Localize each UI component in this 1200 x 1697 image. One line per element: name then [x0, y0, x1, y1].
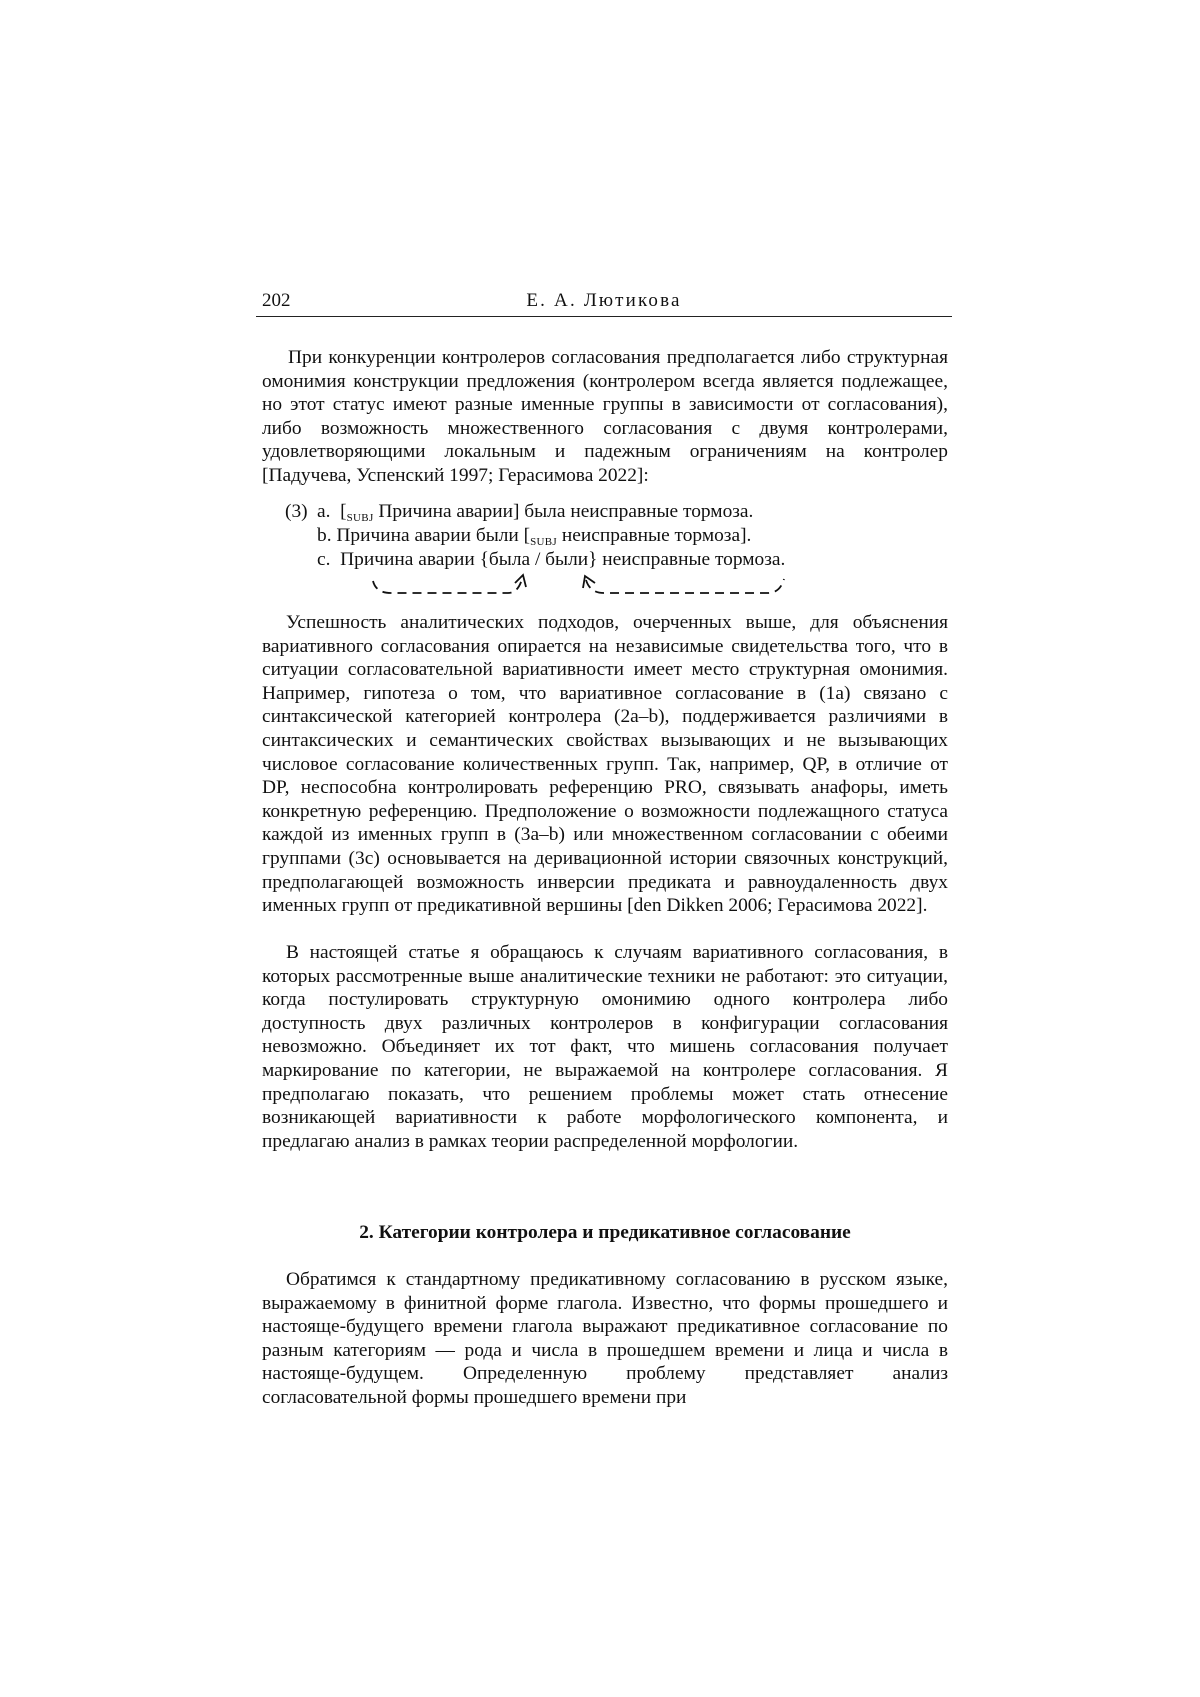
left-dashed-arrow [373, 579, 522, 593]
paragraph-4 [262, 1268, 948, 1410]
paragraph-2-text: Успешность аналитических подходов, очерченных выше, для объяснения вариативного согласования опирается на независимые свидетельства того, что в ситуации согласовательной вариативности имеет место структурная омонимия. Например, гипотеза о том, что вариативное согласование в (1a) связано с синтаксической категорией контролера (2a–b), поддерживается различиями в синтаксических и семантических свойствах вызывающих и не вызывающих числовое согласование количественных групп. Так, например, QP, в отличие от DP, неспособна контролировать референцию PRO, связывать анафоры, иметь конкретную референцию. Предположение о возможности подлежащного статуса каждой из именных групп в (3a–b) или множественном согласовании с обеими группами (3c) основывается на деривационной истории связочных конструкций, предполагающей возможность инверсии предиката и равноудаленность двух именных групп от предикативной вершины [den Dikken 2006; Герасимова 2022]. [262, 612, 948, 917]
example-number: (3) [285, 501, 308, 522]
subj-subscript: SUBJ [346, 512, 374, 524]
example-3b-post: неисправные тормоза]. [561, 525, 752, 546]
example-3c-label: c. [317, 549, 331, 570]
right-dashed-arrow [586, 579, 784, 593]
example-3b [317, 524, 751, 551]
paragraph-2 [262, 611, 948, 918]
paragraph-1 [262, 346, 948, 488]
paragraph-1-text: При конкуренции контролеров согласования предполагается либо структурная омонимия конструкции предложения (контролером всегда является подлежащее, но этот статус имеют разные именные группы в зависимости от согласования), либо возможность множественного согласования с двумя контролерами, удовлетворяющими локальным и падежным ограничениям на контролер [Падучева, Успенский 1997; Герасимова 2022]: [262, 347, 948, 486]
example-3c-text: Причина аварии {была / были} неисправные тормоза. [340, 549, 786, 570]
example-3a-text: Причина аварии] была неисправные тормоза. [378, 501, 754, 522]
running-head: Е. А. Лютикова [526, 290, 682, 311]
paragraph-3-text: В настоящей статье я обращаюсь к случаям вариативного согласования, в которых рассмотренные выше аналитические техники не работают: это ситуации, когда постулировать структурную омонимию одного контролера либо доступность двух различных контролеров в конфигурации согласования невозможно. Объединяет их тот факт, что мишень согласования получает маркирование по категории, не выражаемой на контролере согласования. Я предполагаю показать, что решением проблемы может стать отнесение возникающей вариативности к работе морфологического компонента, и предлагаю анализ в рамках теории распределенной морфологии. [262, 942, 948, 1152]
example-3a-bracket: [ [340, 501, 347, 522]
page-header [256, 290, 952, 316]
paragraph-3 [262, 941, 948, 1153]
right-arrowhead [583, 576, 595, 588]
example-3a [317, 500, 753, 527]
example-3a-label: a. [317, 501, 331, 522]
section-heading: 2. Категории контролера и предикативное согласование [359, 1222, 851, 1243]
header-rule [256, 316, 952, 317]
left-arrowhead [515, 575, 526, 587]
page-number: 202 [262, 290, 291, 311]
example-3b-label: b. [317, 525, 332, 546]
example-3b-pre: Причина аварии были [ [336, 525, 531, 546]
subj-subscript: SUBJ [530, 536, 557, 548]
paragraph-4-text: Обратимся к стандартному предикативному согласованию в русском языке, выражаемому в финитной форме глагола. Известно, что формы прошедшего и настояще-будущего времени глагола выражают предикативное согласование по разным категориям — рода и числа в прошедшем времени и лица и числа в настояще-будущем. Определенную проблему представляет анализ согласовательной формы прошедшего времени при [262, 1269, 948, 1408]
example-3c [317, 548, 785, 572]
